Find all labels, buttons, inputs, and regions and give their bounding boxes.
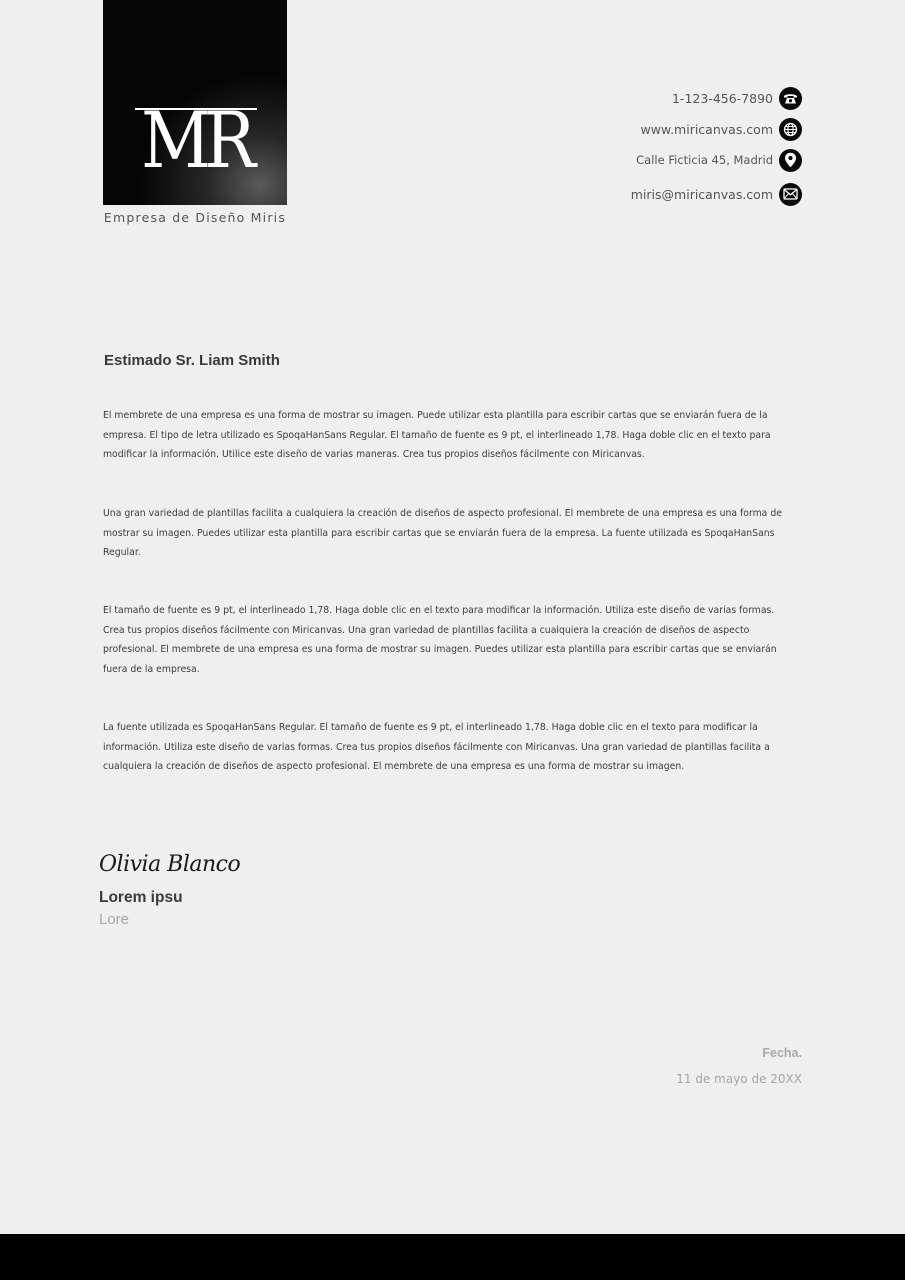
signer-role: Lore <box>99 911 130 928</box>
location-pin-icon <box>779 149 802 172</box>
contact-phone-row <box>672 86 802 110</box>
bottom-bar <box>0 1234 905 1280</box>
mail-icon <box>779 183 802 206</box>
handwritten-signature: Olivia Blanco <box>99 852 241 877</box>
date-value: 11 de mayo de 20XX <box>676 1072 802 1086</box>
contact-address-row <box>636 148 802 172</box>
logo-mark: MR <box>141 96 249 186</box>
contact-website-row <box>641 117 802 141</box>
logo-box <box>103 0 287 205</box>
company-name: Empresa de Diseño Miris <box>103 210 287 225</box>
body-paragraph-1: El membrete de una empresa es una forma de mostrar su imagen. Puede utilizar esta plantilla para escribir cartas que se enviarán fuera de la empresa. El tipo de letra utilizado es SpoqaHanSans Regular. El tamaño de fuente es 9 pt, el interlineado 1,78. Haga doble clic en el texto para modificar la información. Utilice este diseño de varias maneras. Crea tus propios diseños fácilmente con Miricanvas. <box>103 410 771 460</box>
salutation: Estimado Sr. Liam Smith <box>104 352 280 369</box>
signer-name: Lorem ipsu <box>99 889 183 906</box>
contact-phone: 1-123-456-7890 <box>671 90 773 106</box>
globe-icon <box>779 118 802 141</box>
contact-email: miris@miricanvas.com <box>630 186 773 202</box>
contact-email-row <box>631 182 802 206</box>
contact-address: Calle Ficticia 45, Madrid <box>636 153 773 167</box>
phone-icon <box>779 87 802 110</box>
body-paragraph-4: La fuente utilizada es SpoqaHanSans Regular. El tamaño de fuente es 9 pt, el interlineado 1,78. Haga doble clic en el texto para modificar la información. Utiliza este diseño de varias formas. Crea tus propios diseños fácilmente con Miricanvas. Una gran variedad de plantillas facilita a cualquiera la creación de diseños de aspecto profesional. El membrete de una empresa es una forma de mostrar su imagen. <box>103 722 770 772</box>
body-paragraph-2: Una gran variedad de plantillas facilita a cualquiera la creación de diseños de aspecto profesional. El membrete de una empresa es una forma de mostrar su imagen. Puedes utilizar esta plantilla para escribir cartas que se enviarán fuera de la empresa. La fuente utilizada es SpoqaHanSans Regular. <box>103 508 782 558</box>
body-paragraph-3: El tamaño de fuente es 9 pt, el interlineado 1,78. Haga doble clic en el texto para modificar la información. Utiliza este diseño de varias formas. Crea tus propios diseños fácilmente con Miricanvas. Una gran variedad de plantillas facilita a cualquiera la creación de diseños de aspecto profesional. El membrete de una empresa es una forma de mostrar su imagen. Puedes utilizar esta plantilla para escribir cartas que se enviarán fuera de la empresa. <box>103 605 777 675</box>
date-label: Fecha. <box>762 1046 802 1060</box>
contact-website: www.miricanvas.com <box>640 121 773 137</box>
